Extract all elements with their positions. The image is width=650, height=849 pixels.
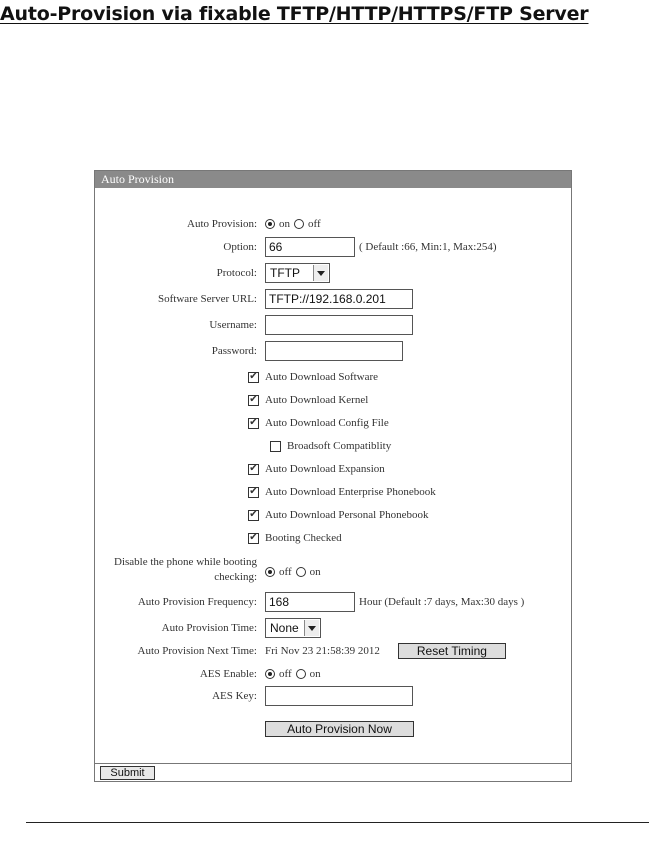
aes-enable-on-label: on (309, 668, 321, 680)
auto-download-config-label: Auto Download Config File (265, 417, 389, 429)
aes-key-row (95, 686, 571, 706)
auto-download-config-checkbox[interactable]: ✔ (249, 417, 258, 428)
provision-time-row (95, 618, 571, 638)
auto-download-software-label: Auto Download Software (265, 371, 379, 383)
submit-button[interactable]: Submit (100, 766, 155, 780)
frequency-input[interactable]: 168 (265, 592, 355, 612)
broadsoft-compat-checkbox[interactable] (270, 441, 281, 452)
next-time-value: Fri Nov 23 21:58:39 2012 (265, 645, 380, 657)
chevron-down-icon (304, 620, 319, 636)
frequency-row (95, 592, 571, 612)
protocol-select[interactable] (265, 263, 330, 283)
bottom-rule (26, 822, 649, 823)
reset-timing-button[interactable]: Reset Timing (398, 643, 506, 659)
auto-download-config-row[interactable] (248, 413, 389, 433)
auto-provision-off-label: off (308, 218, 321, 230)
auto-download-kernel-row[interactable] (248, 390, 368, 410)
disable-phone-on-radio[interactable] (296, 567, 306, 577)
password-row (95, 341, 571, 361)
username-label: Username: (209, 319, 257, 331)
password-input[interactable] (265, 341, 403, 361)
auto-provision-panel (94, 170, 572, 782)
document-title: Auto-Provision via fixable TFTP/HTTP/HTTPS/FTP Server (0, 3, 589, 25)
protocol-row (95, 263, 571, 283)
aes-key-label: AES Key: (212, 690, 257, 702)
aes-enable-label: AES Enable: (199, 668, 257, 680)
auto-download-expansion-row[interactable] (248, 459, 385, 479)
disable-phone-label-line1: Disable the phone while booting (114, 556, 257, 568)
frequency-label: Auto Provision Frequency: (137, 596, 257, 608)
auto-provision-on-label: on (279, 218, 290, 230)
next-time-row (95, 641, 571, 661)
provision-time-value: None (270, 621, 299, 635)
username-input[interactable] (265, 315, 413, 335)
disable-phone-off-radio[interactable] (265, 567, 275, 577)
disable-phone-label-line2: checking: (214, 571, 257, 583)
auto-provision-label: Auto Provision: (187, 218, 257, 230)
next-time-label: Auto Provision Next Time: (137, 645, 257, 657)
aes-key-input[interactable] (265, 686, 413, 706)
disable-phone-off-label: off (279, 566, 292, 578)
auto-download-enterprise-checkbox[interactable]: ✔ (249, 486, 258, 497)
frequency-hint: Hour (Default :7 days, Max:30 days ) (359, 596, 525, 608)
provision-time-label: Auto Provision Time: (161, 622, 257, 634)
disable-phone-on-label: on (309, 566, 321, 578)
provision-time-select[interactable] (265, 618, 321, 638)
disable-phone-label (114, 555, 257, 585)
option-label: Option: (223, 241, 257, 253)
server-url-row (95, 289, 571, 309)
auto-download-expansion-label: Auto Download Expansion (265, 463, 385, 475)
auto-download-enterprise-label: Auto Download Enterprise Phonebook (265, 486, 436, 498)
booting-checked-checkbox[interactable]: ✔ (249, 532, 258, 543)
auto-download-personal-row[interactable] (248, 505, 428, 525)
panel-title: Auto Provision (95, 171, 571, 188)
username-row (95, 315, 571, 335)
disable-phone-row (95, 556, 571, 583)
auto-provision-on-radio[interactable] (265, 219, 275, 229)
auto-download-kernel-label: Auto Download Kernel (265, 394, 369, 406)
booting-checked-label: Booting Checked (265, 532, 342, 544)
auto-download-software-row[interactable] (248, 367, 378, 387)
auto-provision-off-radio[interactable] (294, 219, 304, 229)
option-hint: ( Default :66, Min:1, Max:254) (359, 241, 497, 253)
option-row (95, 237, 571, 257)
aes-enable-row (95, 664, 571, 684)
auto-download-personal-checkbox[interactable]: ✔ (249, 509, 258, 520)
auto-download-enterprise-row[interactable] (248, 482, 436, 502)
broadsoft-compat-label: Broadsoft Compatiblity (287, 440, 392, 452)
auto-provision-row (95, 214, 571, 234)
auto-download-software-checkbox[interactable]: ✔ (249, 371, 258, 382)
panel-footer (95, 763, 571, 781)
protocol-label: Protocol: (216, 267, 257, 279)
chevron-down-icon (313, 265, 328, 281)
aes-enable-off-label: off (279, 668, 292, 680)
auto-download-personal-label: Auto Download Personal Phonebook (265, 509, 429, 521)
protocol-value: TFTP (270, 266, 300, 280)
server-url-input[interactable]: TFTP://192.168.0.201 (265, 289, 413, 309)
auto-download-expansion-checkbox[interactable]: ✔ (249, 463, 258, 474)
auto-provision-now-button[interactable]: Auto Provision Now (265, 721, 414, 737)
password-label: Password: (211, 345, 257, 357)
booting-checked-row[interactable] (248, 528, 342, 548)
aes-enable-off-radio[interactable] (265, 669, 275, 679)
auto-download-kernel-checkbox[interactable]: ✔ (249, 394, 258, 405)
option-input[interactable]: 66 (265, 237, 355, 257)
aes-enable-on-radio[interactable] (296, 669, 306, 679)
server-url-label: Software Server URL: (158, 293, 257, 305)
broadsoft-compat-row[interactable] (270, 436, 391, 456)
